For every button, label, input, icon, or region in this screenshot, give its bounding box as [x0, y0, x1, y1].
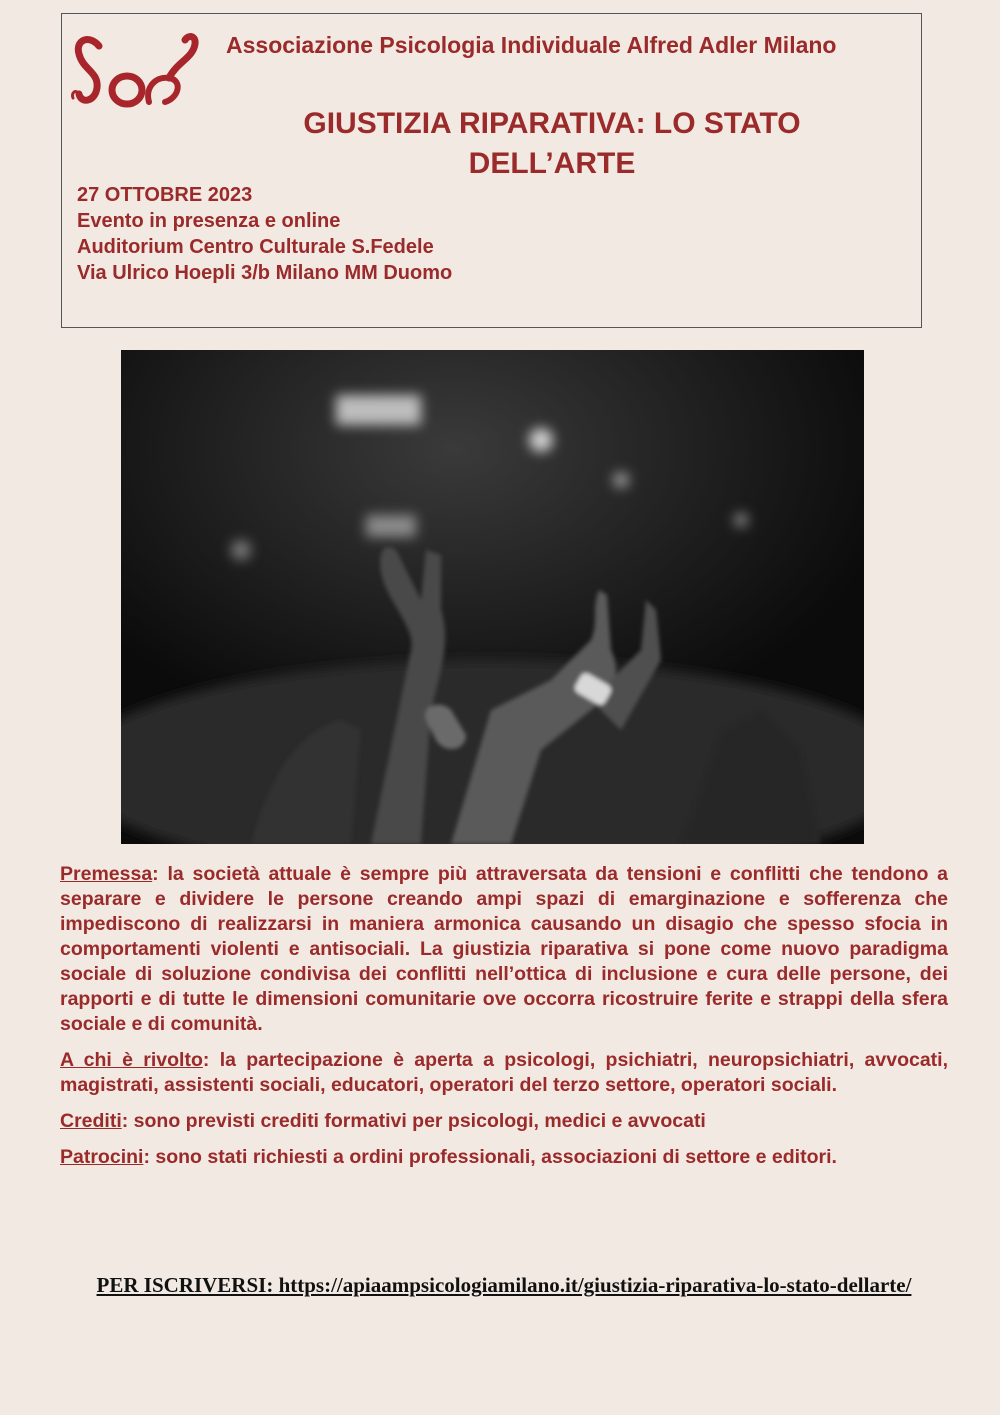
raised-hands-photo	[121, 350, 864, 844]
section-label: Patrocini	[60, 1146, 144, 1168]
event-details	[77, 182, 452, 286]
section-premessa	[60, 862, 948, 1037]
event-description	[60, 862, 948, 1181]
section-credits	[60, 1109, 948, 1134]
event-venue: Auditorium Centro Culturale S.Fedele	[77, 236, 434, 258]
event-title: GIUSTIZIA RIPARATIVA: LO STATO DELL’ARTE	[303, 107, 801, 180]
raised-hands-photo-icon	[121, 350, 864, 844]
section-text: : sono stati richiesti a ordini professionali, associazioni di settore e editori.	[143, 1146, 837, 1168]
event-format: Evento in presenza e online	[77, 210, 341, 232]
section-text: : la società attuale è sempre più attraversata da tensioni e conflitti che tendono a separare e dividere le persone creando ampi spazi di emarginazione e sofferenza che impediscono di realizzarsi in maniera armonica causando un disagio che spesso sfocia in comportamenti violenti e antisociali. La giustizia riparativa si pone come nuovo paradigma sociale di soluzione condivisa dei conflitti nell’ottica di inclusione e cura delle persone, dei rapporti e di tutte le dimensioni comunitarie ove occorra ricostruire ferite e strappi della sfera sociale e di comunità.	[60, 863, 948, 1035]
event-date: 27 OTTOBRE 2023	[77, 184, 253, 206]
section-text: : la partecipazione è aperta a psicologi, psichiatri, neuropsichiatri, avvocati, magistrati, assistenti sociali, educatori, operatori del terzo settore, operatori sociali.	[60, 1049, 949, 1096]
section-label: Crediti	[60, 1110, 122, 1132]
header-box	[61, 13, 922, 328]
event-address: Via Ulrico Hoepli 3/b Milano MM Duomo	[77, 262, 453, 284]
organization-name: Associazione Psicologia Individuale Alfred Adler Milano	[226, 32, 837, 58]
section-label: A chi è rivolto	[60, 1049, 203, 1071]
section-patronage	[60, 1145, 948, 1170]
section-audience	[60, 1048, 948, 1098]
section-text: : sono previsti crediti formativi per psicologi, medici e avvocati	[121, 1110, 706, 1132]
section-label: Premessa	[60, 863, 153, 885]
serpent-logo-icon	[69, 32, 201, 112]
signup-link[interactable]: PER ISCRIVERSI: https://apiaampsicologiamilano.it/giustizia-riparativa-lo-stato-dellarte/	[96, 1273, 912, 1297]
